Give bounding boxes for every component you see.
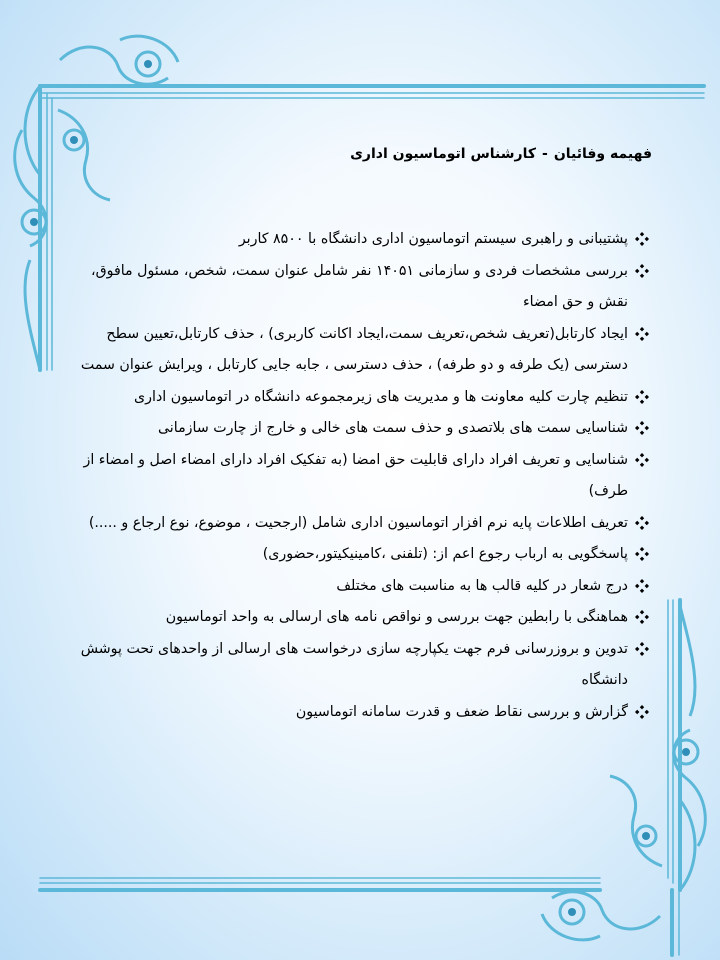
- list-item: [68, 539, 628, 571]
- list-item: [68, 634, 628, 697]
- list-item-text: هماهنگی با رابطین جهت بررسی و نواقص نامه های ارسالی به واحد اتوماسیون: [165, 609, 628, 625]
- four-diamond-bullet-icon: [635, 610, 649, 624]
- duties-list: [68, 224, 628, 728]
- list-item: [68, 602, 628, 634]
- list-item-text: تدوین و بروزرسانی فرم جهت یکپارچه سازی درخواست های ارسالی از واحدهای تحت پوشش دانشگاه: [80, 640, 628, 688]
- four-diamond-bullet-icon: [635, 642, 649, 656]
- four-diamond-bullet-icon: [635, 327, 649, 341]
- list-item-text: ایجاد کارتابل(تعریف شخص،تعریف سمت،ایجاد اکانت کاربری) ، حذف کارتابل،تعیین سطح دسترسی (یک طرفه و دو طرفه) ، حذف دسترسی ، جابه جایی کارتابل ، ویرایش عنوان سمت: [80, 325, 628, 373]
- list-item-text: تعریف اطلاعات پایه نرم افزار اتوماسیون اداری شامل (ارجحیت ، موضوع، نوع ارجاع و .....): [88, 514, 628, 531]
- four-diamond-bullet-icon: [635, 232, 649, 246]
- author-role: کارشناس اتوماسیون اداری: [350, 146, 536, 162]
- list-item-text: شناسایی و تعریف افراد دارای قابلیت حق امضا (به تفکیک افراد دارای امضاء اصل و امضاء از طرف): [83, 451, 628, 499]
- list-item-text: پاسخگویی به ارباب رجوع اعم از: (تلفنی ،کامینیکیتور،حضوری): [262, 546, 628, 562]
- four-diamond-bullet-icon: [635, 421, 649, 435]
- page-title: [132, 146, 652, 162]
- list-item: [68, 413, 628, 445]
- list-item-text: بررسی مشخصات فردی و سازمانی ۱۴۰۵۱ نفر شامل عنوان سمت، شخص، مسئول مافوق، نقش و حق امضاء: [91, 262, 628, 310]
- list-item-text: شناسایی سمت های بلاتصدی و حذف سمت های خالی و خارج از چارت سازمانی: [157, 420, 628, 436]
- list-item-text: تنظیم چارت کلیه معاونت ها و مدیریت های زیرمجموعه دانشگاه در اتوماسیون اداری: [134, 388, 628, 405]
- list-item: [68, 256, 628, 319]
- title-separator: -: [542, 146, 548, 162]
- four-diamond-bullet-icon: [635, 264, 649, 278]
- list-item-text: گزارش و بررسی نقاط ضعف و قدرت سامانه اتوماسیون: [295, 703, 628, 720]
- four-diamond-bullet-icon: [635, 547, 649, 561]
- list-item: [68, 382, 628, 414]
- four-diamond-bullet-icon: [635, 516, 649, 530]
- four-diamond-bullet-icon: [635, 579, 649, 593]
- list-item: [68, 224, 628, 256]
- list-item: [68, 508, 628, 540]
- four-diamond-bullet-icon: [635, 390, 649, 404]
- list-item: [68, 571, 628, 603]
- four-diamond-bullet-icon: [635, 705, 649, 719]
- list-item: [68, 445, 628, 508]
- list-item: [68, 319, 628, 382]
- list-item-text: درج شعار در کلیه قالب ها به مناسبت های مختلف: [336, 577, 628, 594]
- author-name: فهیمه وفائیان: [553, 146, 652, 162]
- list-item-text: پشتیبانی و راهبری سیستم اتوماسیون اداری دانشگاه با ۸۵۰۰ کاربر: [238, 231, 628, 247]
- list-item: [68, 697, 628, 729]
- four-diamond-bullet-icon: [635, 453, 649, 467]
